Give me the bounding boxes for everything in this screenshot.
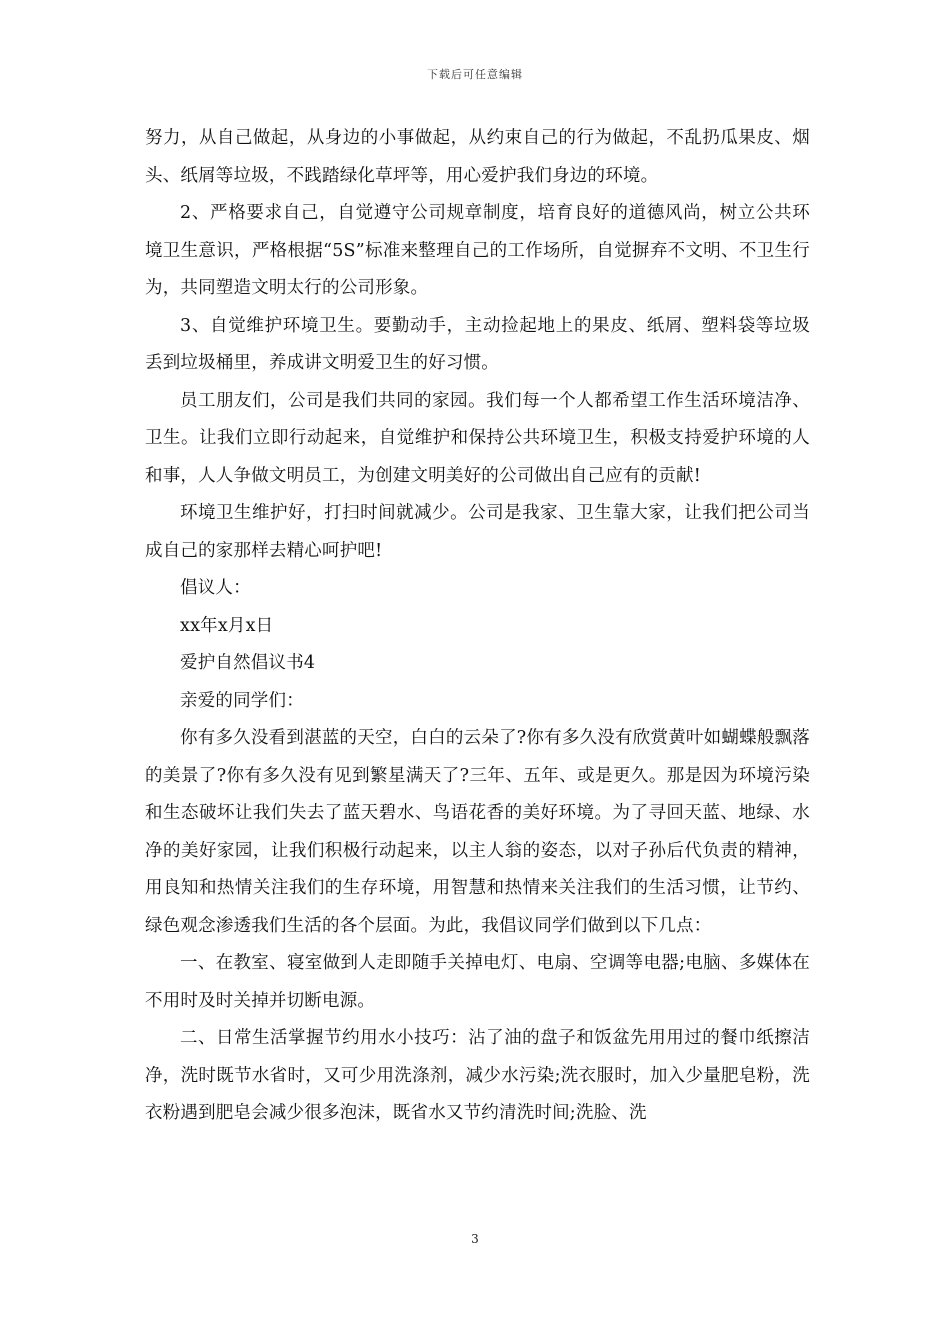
paragraph: 二、日常生活掌握节约用水小技巧：沾了油的盘子和饭盆先用用过的餐巾纸擦洁净，洗时既节水省时，又可少用洗涤剂，减少水污染;洗衣服时，加入少量肥皂粉，洗衣粉遇到肥皂会减少很多泡沫，既省水又节约清洗时间;洗脸、洗 bbox=[145, 1028, 810, 1123]
paragraph: 员工朋友们，公司是我们共同的家园。我们每一个人都希望工作生活环境洁净、卫生。让我们立即行动起来，自觉维护和保持公共环境卫生，积极支持爱护环境的人和事，人人争做文明员工，为创建文明美好的公司做出自己应有的贡献! bbox=[145, 390, 810, 486]
page-number: 3 bbox=[471, 1232, 479, 1246]
paragraph: 努力，从自己做起，从身边的小事做起，从约束自己的行为做起，不乱扔瓜果皮、烟头、纸屑等垃圾，不践踏绿化草坪等，用心爱护我们身边的环境。 bbox=[145, 128, 810, 186]
paragraph: 一、在教室、寝室做到人走即随手关掉电灯、电扇、空调等电器;电脑、多媒体在不用时及时关掉并切断电源。 bbox=[145, 953, 810, 1011]
paragraph: 你有多久没看到湛蓝的天空，白白的云朵了?你有多久没有欣赏黄叶如蝴蝶般飘落的美景了?你有多久没有见到繁星满天了?三年、五年、或是更久。那是因为环境污染和生态破坏让我们失去了蓝天碧水、鸟语花香的美好环境。为了寻回天蓝、地绿、水净的美好家园，让我们积极行动起来，以主人翁的姿态，以对子孙后代负责的精神，用良知和热情关注我们的生存环境，用智慧和热情来关注我们的生活习惯，让节约、绿色观念渗透我们生活的各个层面。为此，我倡议同学们做到以下几点： bbox=[145, 728, 810, 936]
paragraph: 3、自觉维护环境卫生。要勤动手，主动捡起地上的果皮、纸屑、塑料袋等垃圾丢到垃圾桶里，养成讲文明爱卫生的好习惯。 bbox=[145, 315, 810, 373]
paragraph: 2、严格要求自己，自觉遵守公司规章制度，培育良好的道德风尚，树立公共环境卫生意识，严格根据“5S”标准来整理自己的工作场所，自觉摒弃不文明、不卫生行为，共同塑造文明太行的公司形象。 bbox=[145, 203, 810, 298]
document-body bbox=[145, 120, 810, 1133]
salutation: 亲爱的同学们： bbox=[180, 690, 304, 711]
paragraph: 环境卫生维护好，打扫时间就减少。公司是我家、卫生靠大家，让我们把公司当成自己的家那样去精心呵护吧! bbox=[145, 503, 810, 561]
date-line: xx年x月x日 bbox=[180, 615, 274, 636]
page-header-note: 下载后可任意编辑 bbox=[427, 68, 523, 81]
section-title: 爱护自然倡议书4 bbox=[180, 653, 316, 673]
signature-line: 倡议人： bbox=[180, 578, 251, 598]
